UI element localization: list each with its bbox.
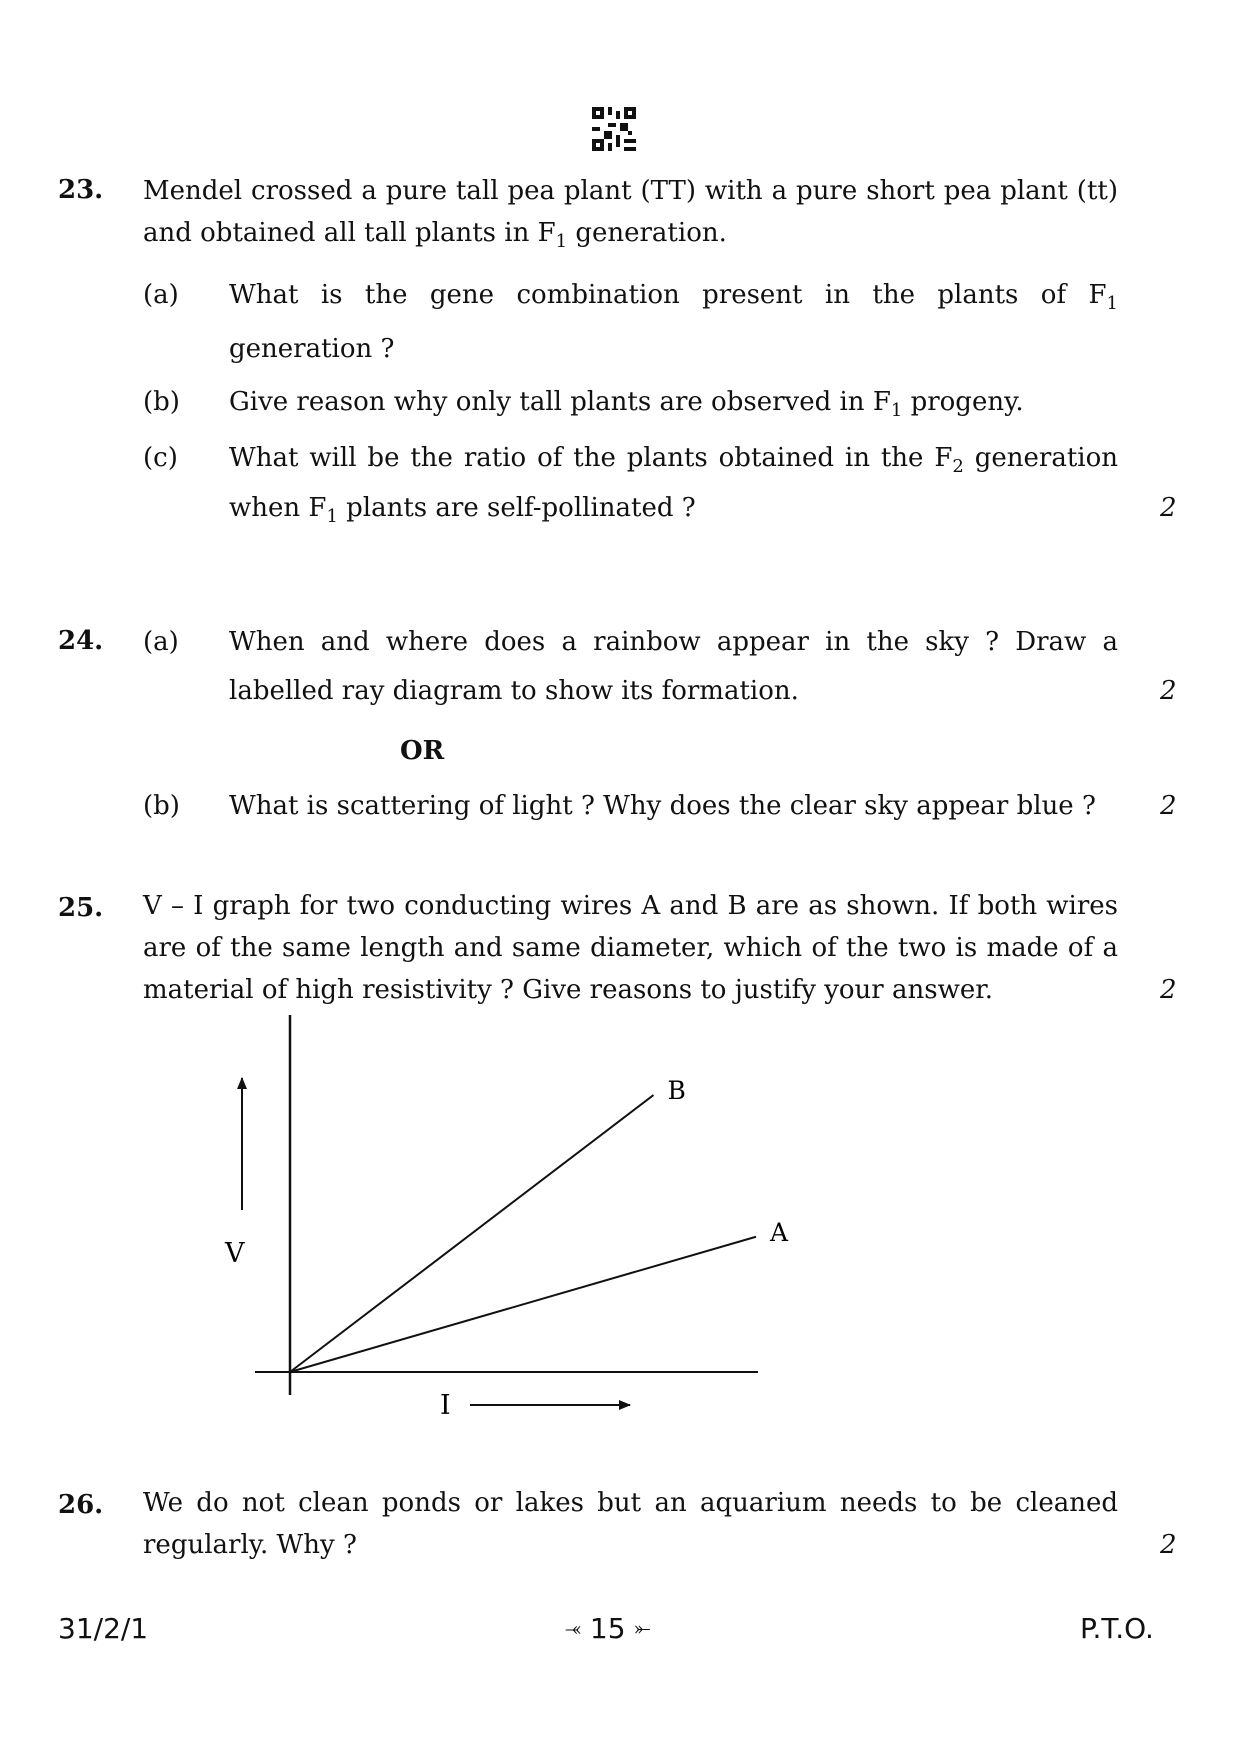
marks: 2 [1160,1530,1177,1560]
stem-line-1: Mendel crossed a pure tall pea plant (TT) with a pure short pea plant (tt) [143,176,1118,206]
question-number: 25. [58,893,104,923]
question-number: 24. [58,626,104,656]
question-number: 23. [58,175,104,205]
part-a-line-2: labelled ray diagram to show its formation. [229,676,799,706]
part-a-line-1: When and where does a rainbow appear in the sky ? Draw a [229,627,1118,657]
part-b-text: Give reason why only tall plants are observed in $F_1$ progeny. [229,387,1024,421]
series-label-a: A [770,1217,789,1247]
stem-line-3: material of high resistivity ? Give reasons to justify your answer. [143,975,994,1005]
or-separator: OR [400,736,445,766]
stem-line-1: V – I graph for two conducting wires A and B are as shown. If both wires [143,891,1118,921]
marks: 2 [1160,791,1177,821]
part-a-line-1: What is the gene combination present in the plants of $F_1$ [229,280,1118,314]
question-stem [143,1482,1118,1566]
part-label: (b) [143,791,180,821]
series-line-b [290,1095,653,1372]
part-c-line-2: when $F_1$ plants are self-pollinated ? [229,493,696,527]
stem-line-1: We do not clean ponds or lakes but an aquarium needs to be cleaned [143,1488,1118,1518]
qr-code [592,107,636,151]
part-b-text: What is scattering of light ? Why does the clear sky appear blue ? [229,791,1096,821]
page-number: ⤛ 15 ⤜ [565,1612,651,1645]
y-axis-label: V [225,1238,245,1269]
part-c-text [229,437,1118,479]
paper-code: 31/2/1 [58,1612,149,1645]
marks: 2 [1160,676,1177,706]
series-line-a [290,1237,756,1372]
series-label-b: B [667,1076,686,1106]
vi-graph [225,1010,790,1450]
part-label: (b) [143,387,180,417]
part-label: (a) [143,280,179,310]
part-c-line-1: What will be the ratio of the plants obtained in the $F_2$ generation [229,443,1119,477]
stem-line-2: and obtained all tall plants in $F_1$ generation. [143,218,727,252]
marks: 2 [1160,493,1177,523]
part-a-line-2: generation ? [229,334,395,364]
part-label: (a) [143,627,179,657]
stem-line-2: regularly. Why ? [143,1530,357,1560]
x-axis-label: I [440,1390,451,1421]
ornament-right-icon: ⤜ [634,1616,651,1640]
pto-label: P.T.O. [1080,1612,1154,1645]
question-stem [143,170,1118,254]
part-label: (c) [143,443,178,473]
part-a-text [229,274,1118,316]
stem-line-2: are of the same length and same diameter, which of the two is made of a [143,933,1118,963]
question-number: 26. [58,1490,104,1520]
marks: 2 [1160,975,1177,1005]
ornament-left-icon: ⤛ [565,1616,581,1640]
question-stem [143,885,1118,1011]
